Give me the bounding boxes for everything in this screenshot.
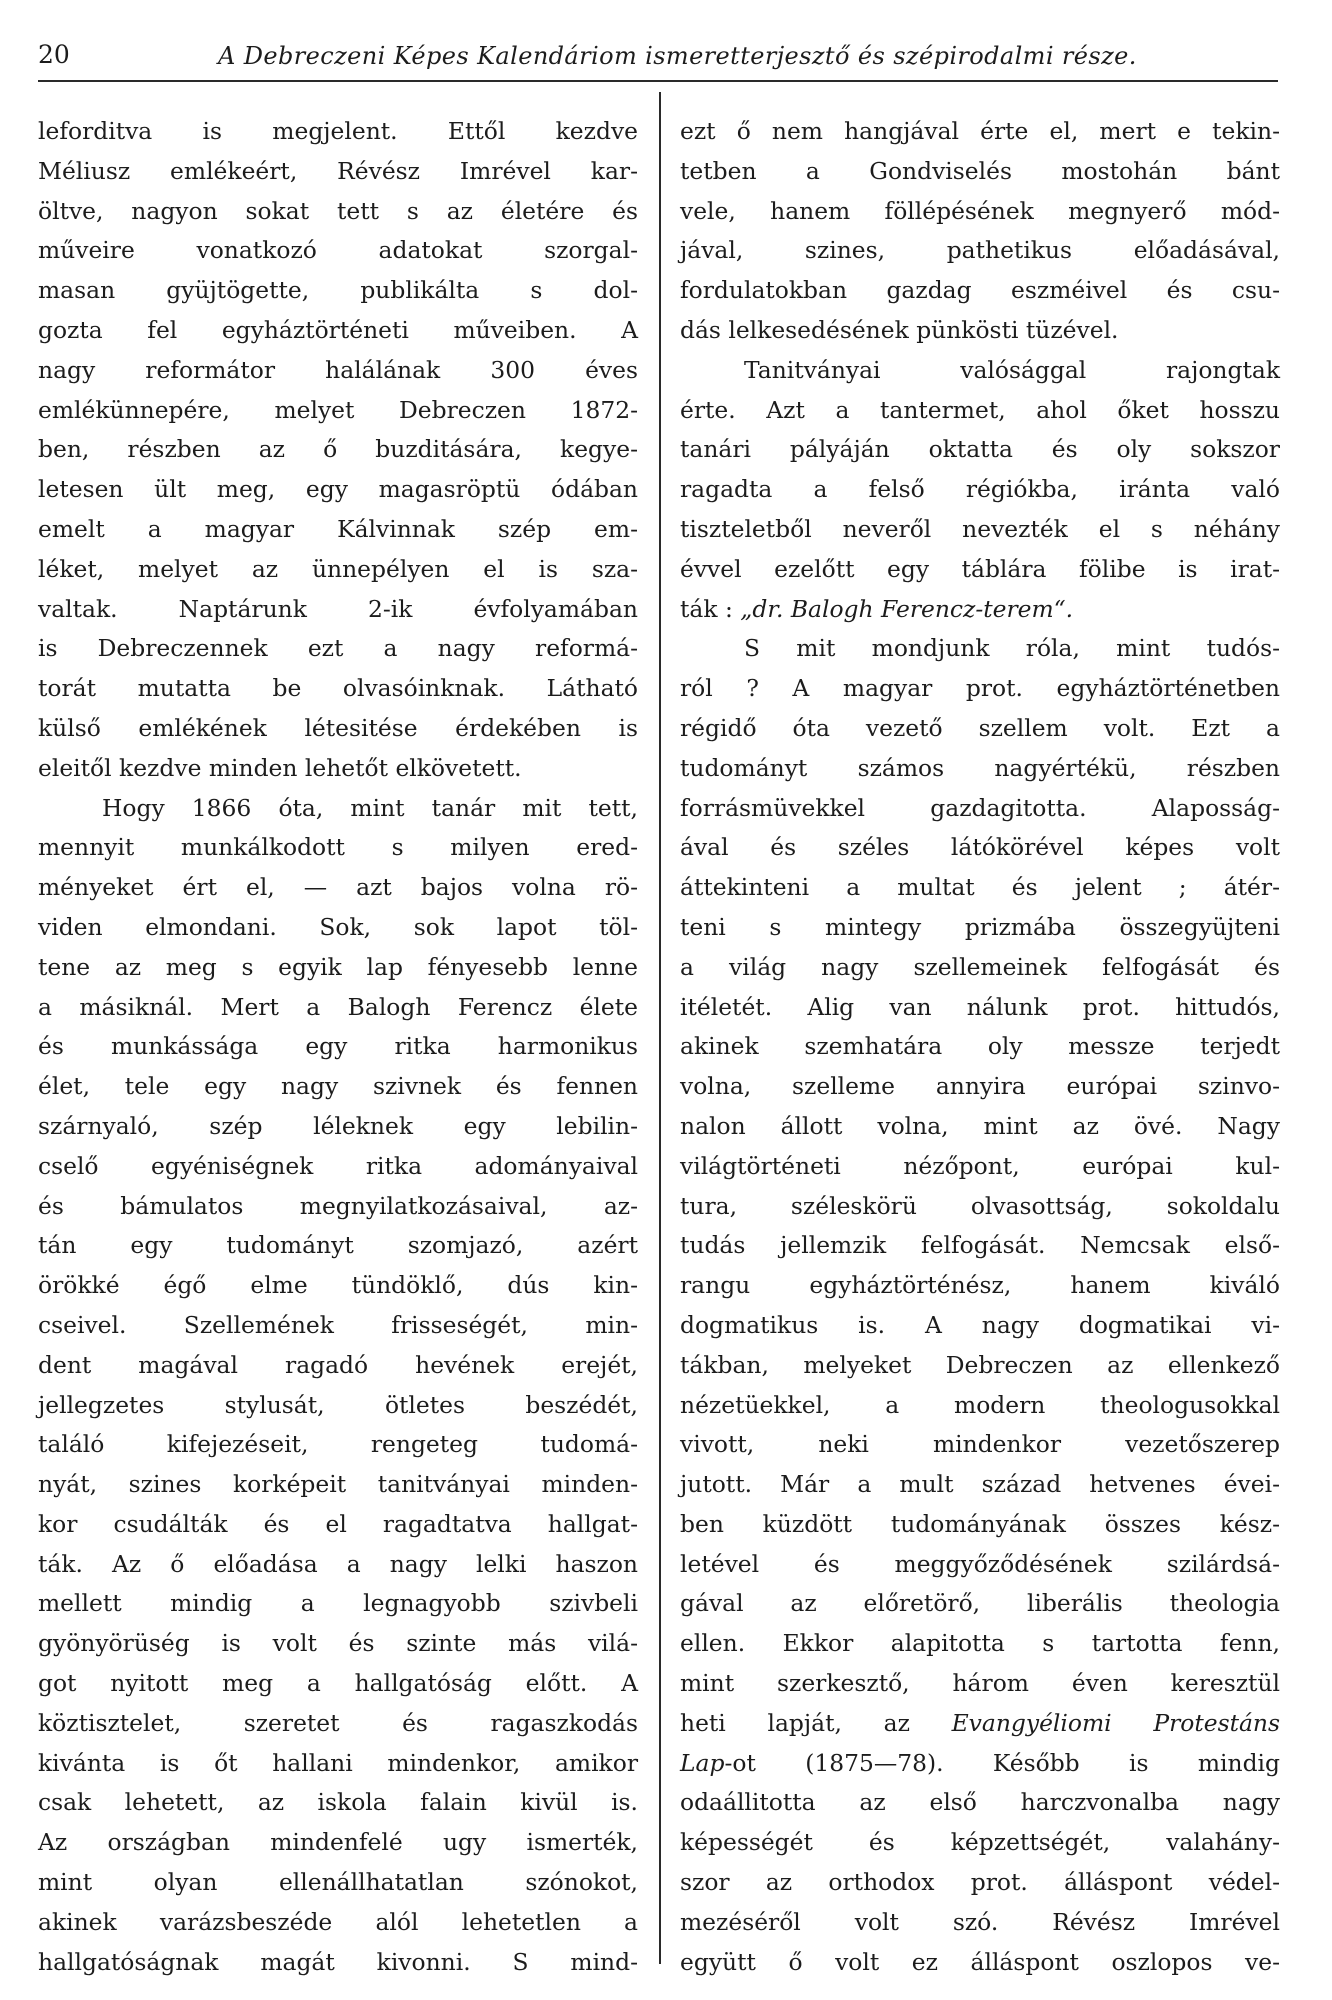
text-line: forrásmüvekkel gazdagitotta. Alaposság- [680,793,1280,822]
text-line: csak lehetett, az iskola falain kivül is. [38,1788,638,1817]
text-line: is Debreczennek ezt a nagy reformá- [38,634,638,663]
text-line: letesen ült meg, egy magasröptü ódában [38,475,638,504]
text-line: mezéséről volt szó. Révész Imrével [680,1907,1280,1936]
text-line: cseivel. Szellemének frisseségét, min- [38,1310,638,1339]
text-line: és munkássága egy ritka harmonikus [38,1032,638,1061]
text-line: köztisztelet, szeretet és ragaszkodás [38,1708,638,1737]
text-line: léket, melyet az ünnepélyen el is sza- [38,554,638,583]
text-line: akinek szemhatára oly messze terjedt [680,1032,1280,1061]
text-line: mint szerkesztő, három éven keresztül [680,1669,1280,1698]
italic-journal-title: Lap [680,1748,725,1777]
text-line: gozta fel egyháztörténeti műveiben. A [38,315,638,344]
text-line: gával az előretörő, liberális theologia [680,1589,1280,1618]
running-title: A Debreczeni Képes Kalendáriom ismeretterjesztő és szépirodalmi része. [218,42,1137,70]
text-line: tura, széleskörü olvasottság, sokoldalu [680,1191,1280,1220]
text-line: találó kifejezéseit, rengeteg tudomá- [38,1430,638,1459]
text-line: nagy reformátor halálának 300 éves [38,355,638,384]
text-line: szor az orthodox prot. álláspont védel- [680,1868,1280,1897]
column-divider [659,92,661,1964]
text-line: got nyitott meg a hallgatóság előtt. A [38,1669,638,1698]
text-line: mennyit munkálkodott s milyen ered- [38,833,638,862]
text-line: együtt ő volt ez álláspont oszlopos ve- [680,1947,1280,1976]
text-line: cselő egyéniségnek ritka adományaival [38,1151,638,1180]
page-header [38,40,1278,82]
text-line: nyát, szines korképeit tanitványai minden- [38,1470,638,1499]
text-line: leforditva is megjelent. Ettől kezdve [38,117,638,145]
paragraph [38,789,638,1983]
text-line: ták. Az ő előadása a nagy lelki haszon [38,1549,638,1578]
right-column [680,112,1280,1976]
text-line: S mit mondjunk róla, mint tudós- [744,634,1280,663]
text-line: gyönyörüség is volt és szinte más vilá- [38,1629,638,1658]
text-line: a másiknál. Mert a Balogh Ferencz élete [38,992,638,1021]
text-line: jellegzetes stylusát, ötletes beszédét, [38,1390,638,1419]
text-line [680,590,1280,630]
text-line: masan gyüjtögette, publikálta s dol- [38,276,638,305]
text-line: vele, hanem föllépésének megnyerő mód- [680,196,1280,225]
left-column [38,112,638,1976]
text-line: volna, szelleme annyira európai szinvo- [680,1072,1280,1101]
text-line: vivott, neki mindenkor vezetőszerep [680,1430,1280,1459]
text-line: odaállitotta az első harczvonalba nagy [680,1788,1280,1817]
text-line: torát mutatta be olvasóinknak. Látható [38,674,638,703]
text-line: Méliusz emlékeért, Révész Imrével kar- [38,156,638,185]
text-line: jával, szines, pathetikus előadásával, [680,236,1280,265]
text-line: tanári pályáján oktatta és oly sokszor [680,435,1280,464]
text-line: ragadta a felső régiókba, iránta való [680,475,1280,504]
paragraph [38,112,638,789]
text-line: ben, részben az ő buzditására, kegye- [38,435,638,464]
text-line: eleitől kezdve minden lehetőt elkövetett. [38,753,522,782]
text-line: emelt a magyar Kálvinnak szép em- [38,514,638,543]
paragraph [680,629,1280,1982]
text-line: áttekinteni a multat és jelent ; átér- [680,873,1280,902]
text-line: szárnyaló, szép léleknek egy lebilin- [38,1111,638,1140]
text-line: nalon állott volna, mint az övé. Nagy [680,1111,1280,1140]
text-line: műveire vonatkozó adatokat szorgal- [38,236,638,265]
text-line: jutott. Már a mult század hetvenes évei- [680,1470,1280,1499]
text-line: emlékünnepére, melyet Debreczen 1872- [38,395,638,424]
text-line: tetben a Gondviselés mostohán bánt [680,156,1280,185]
text-line: Tanitványai valósággal rajongtak [744,355,1280,384]
text-line: Hogy 1866 óta, mint tanár mit tett, [102,793,638,822]
text-line: tudás jellemzik felfogását. Nemcsak első- [680,1231,1280,1260]
text-line: mint olyan ellenállhatatlan szónokot, [38,1868,638,1897]
text-line: tudományt számos nagyértékü, részben [680,753,1280,782]
text-line: külső emlékének létesitése érdekében is [38,713,638,742]
text-line: örökké égő elme tündöklő, dús kin- [38,1271,638,1300]
text-fragment: heti lapját, az [680,1708,910,1737]
text-line: ával és széles látókörével képes volt [680,833,1280,862]
text-line: hallgatóságnak magát kivonni. S mind- [38,1947,638,1976]
text-line: rangu egyháztörténész, hanem kiváló [680,1271,1280,1300]
text-line: dogmatikus is. A nagy dogmatikai vi- [680,1310,1280,1339]
text-line: régidő óta vezető szellem volt. Ezt a [680,713,1280,742]
text-line: fordulatokban gazdag eszméivel és csu- [680,276,1280,305]
italic-journal-title: Evangyéliomi Protestáns [951,1708,1280,1737]
text-line: öltve, nagyon sokat tett s az életére és [38,196,638,225]
text-line: teni s mintegy prizmába összegyüjteni [680,912,1280,941]
text-line: dás lelkesedésének pünkösti tüzével. [680,315,1119,344]
text-line: viden elmondani. Sok, sok lapot töl- [38,912,638,941]
text-line: tiszteletből neveről nevezték el s néhány [680,514,1280,543]
text-line: Az országban mindenfelé ugy ismerték, [38,1828,638,1857]
text-line: dent magával ragadó hevének erejét, [38,1350,638,1379]
text-fragment: -ot (1875—78). Később is mindig [724,1748,1280,1777]
text-fragment: ták : [680,594,741,623]
text-line: élet, tele egy nagy szivnek és fennen [38,1072,638,1101]
page-number: 20 [38,40,70,69]
text-line: képességét és képzettségét, valahány- [680,1828,1280,1857]
text-line: ellen. Ekkor alapitotta s tartotta fenn, [680,1629,1280,1658]
text-line: ményeket ért el, — azt bajos volna rö- [38,873,638,902]
text-line: ról ? A magyar prot. egyháztörténetben [680,674,1280,703]
text-line: világtörténeti nézőpont, európai kul- [680,1151,1280,1180]
text-line: a világ nagy szellemeinek felfogását és [680,952,1280,981]
paragraph [680,351,1280,630]
text-line: tán egy tudományt szomjazó, azért [38,1231,638,1260]
text-line: ben küzdött tudományának összes kész- [680,1509,1280,1538]
text-line: nézetüekkel, a modern theologusokkal [680,1390,1280,1419]
text-line: tene az meg s egyik lap fényesebb lenne [38,952,638,981]
paragraph [680,112,1280,351]
text-line: akinek varázsbeszéde alól lehetetlen a [38,1907,638,1936]
text-line: tákban, melyeket Debreczen az ellenkező [680,1350,1280,1379]
text-line: letével és meggyőződésének szilárdsá- [680,1549,1280,1578]
text-line: kivánta is őt hallani mindenkor, amikor [38,1748,638,1777]
text-line: és bámulatos megnyilatkozásaival, az- [38,1191,638,1220]
text-line: mellett mindig a legnagyobb szivbeli [38,1589,638,1618]
text-line [680,1744,1280,1784]
text-line: itéletét. Alig van nálunk prot. hittudós, [680,992,1280,1021]
text-line: ezt ő nem hangjával érte el, mert e tekin- [680,117,1280,145]
text-line: érte. Azt a tantermet, ahol őket hosszu [680,395,1280,424]
text-line: valtak. Naptárunk 2-ik évfolyamában [38,594,638,623]
text-line: kor csudálták és el ragadtatva hallgat- [38,1509,638,1538]
italic-title: „dr. Balogh Ferencz-terem“. [740,594,1074,623]
text-line [680,1704,1280,1744]
text-line: évvel ezelőtt egy táblára fölibe is irat- [680,554,1280,583]
